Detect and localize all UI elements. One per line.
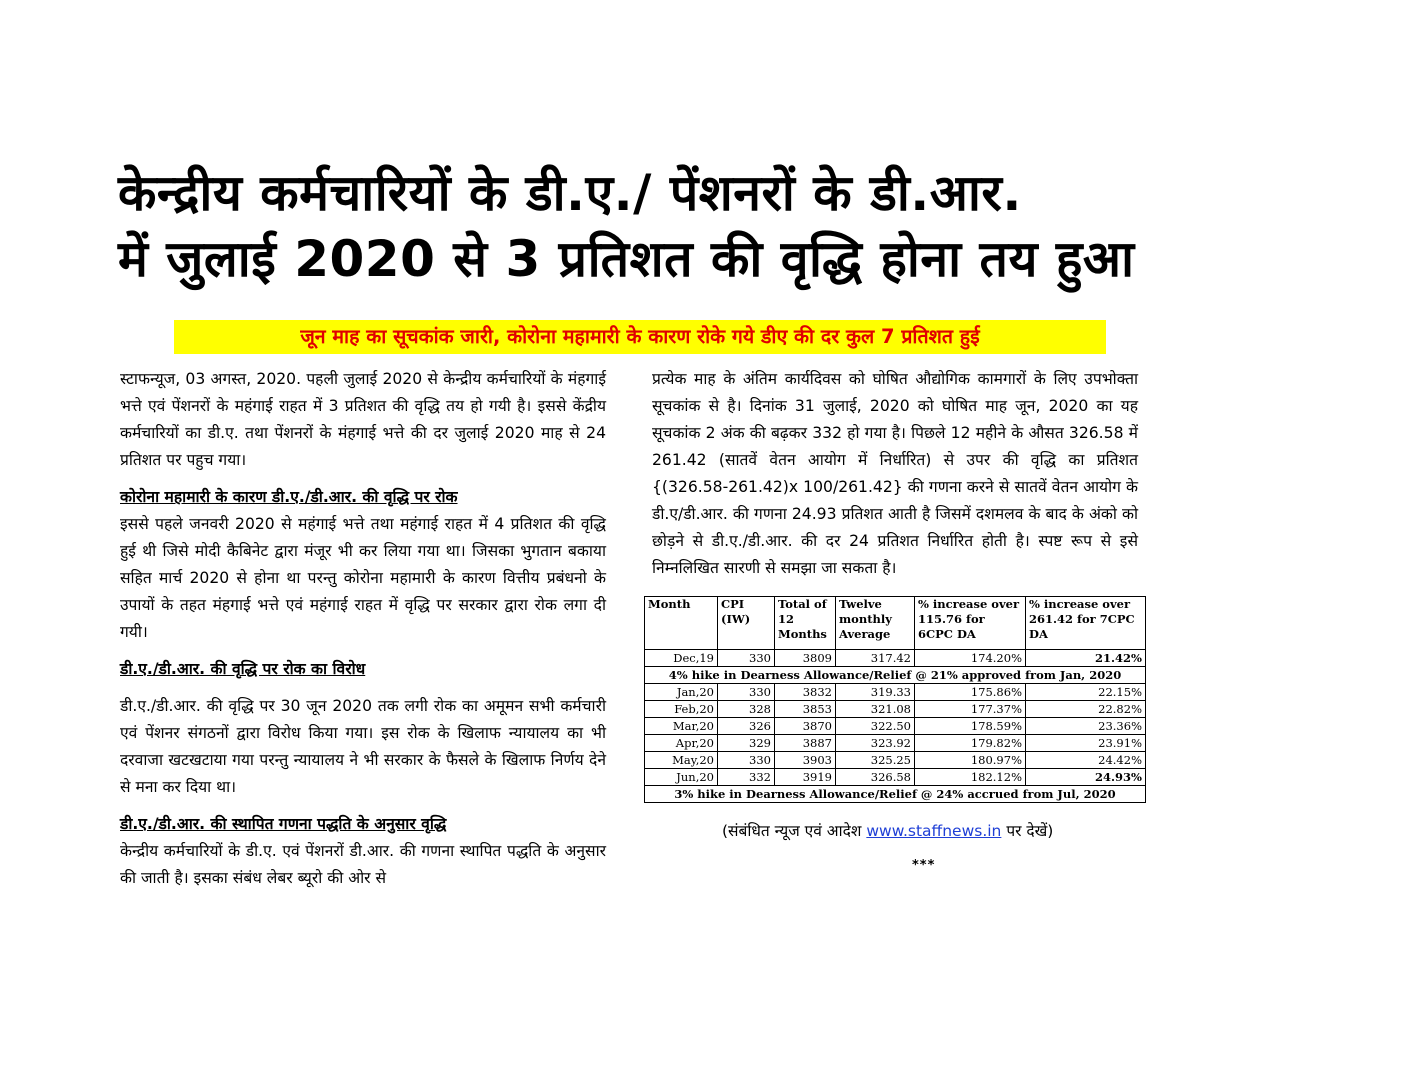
cell-total: 3809 — [775, 650, 836, 667]
cell-7cpc: 22.15% — [1026, 684, 1146, 701]
cell-cpi: 330 — [718, 752, 775, 769]
table-note-row — [645, 786, 1146, 803]
cell-6cpc: 182.12% — [915, 769, 1026, 786]
cell-total: 3887 — [775, 735, 836, 752]
cell-cpi: 326 — [718, 718, 775, 735]
table-row — [645, 650, 1146, 667]
cell-average: 319.33 — [836, 684, 915, 701]
table-header-row — [645, 597, 1146, 650]
cell-month: May,20 — [645, 752, 718, 769]
table-row — [645, 701, 1146, 718]
section-heading-2: डी.ए./डी.आर. की वृद्धि पर रोक का विरोध — [120, 660, 366, 678]
headline-line-1: केन्द्रीय कर्मचारियों के डी.ए./ पेंशनरों के डी.आर. — [118, 164, 1022, 222]
note-jul-2020: 3% hike in Dearness Allowance/Relief @ 24% accrued from Jul, 2020 — [645, 786, 1146, 803]
cell-average: 323.92 — [836, 735, 915, 752]
cell-cpi: 330 — [718, 650, 775, 667]
headline — [118, 160, 1178, 292]
da-calculation-table — [644, 596, 1146, 803]
cell-7cpc: 23.36% — [1026, 718, 1146, 735]
section-body-1: इससे पहले जनवरी 2020 से महंगाई भत्ते तथा महंगाई राहत में 4 प्रतिशत की वृद्धि हुई थी जिसे मोदी कैबिनेट द्वारा मंजूर भी कर लिया गया था। जिसका भुगतान बकाया सहित मार्च 2020 से होना था परन्तु कोरोना महामारी के कारण वित्तीय प्रबंधनो के उपायों के तहत मंहगाई भत्ते एवं महंगाई राहत में वृद्धि पर सरकार द्वारा रोक लगा दी गयी। — [120, 515, 606, 641]
section-body-2: डी.ए./डी.आर. की वृद्धि पर 30 जून 2020 तक लगी रोक का अमूमन सभी कर्मचारी एवं पेंशनर संगठनों द्वारा विरोध किया गया। इस रोक के खिलाफ न्यायालय का भी दरवाजा खटखटाया गया परन्तु न्यायालय ने भी सरकार के फैसले के खिलाफ निर्णय देने से मना कर दिया था। — [120, 697, 606, 796]
cell-total: 3919 — [775, 769, 836, 786]
reference-note — [722, 818, 1053, 844]
table-row — [645, 718, 1146, 735]
header-6cpc: % increase over 115.76 for 6CPC DA — [915, 597, 1026, 650]
cell-average: 321.08 — [836, 701, 915, 718]
cell-7cpc: 21.42% — [1026, 650, 1146, 667]
right-paragraph: प्रत्येक माह के अंतिम कार्यदिवस को घोषित औद्योगिक कामगारों के लिए उपभोक्ता सूचकांक से है। दिनांक 31 जुलाई, 2020 को घोषित माह जून, 2020 का यह सूचकांक 2 अंक की बढ़कर 332 हो गया है। पिछले 12 महीने के औसत 326.58 में 261.42 (सातवें वेतन आयोग में निर्धारित) से उपर की वृद्धि का प्रतिशत {(326.58-261.42)x 100/261.42} की गणना करने से सातवें वेतन आयोग के डी.ए/डी.आर. की गणना 24.93 प्रतिशत आती है जिसमें दशमलव के बाद के अंको को छोड़ने से डी.ए./डी.आर. की दर 24 प्रतिशत निर्धारित होती है। स्पष्ट रूप से इसे निम्नलिखित सारणी से समझा जा सकता है। — [652, 370, 1138, 577]
left-column — [120, 366, 606, 892]
cell-cpi: 328 — [718, 701, 775, 718]
cell-6cpc: 174.20% — [915, 650, 1026, 667]
note-jan-2020: 4% hike in Dearness Allowance/Relief @ 21% approved from Jan, 2020 — [645, 667, 1146, 684]
table-row — [645, 735, 1146, 752]
cell-6cpc: 180.97% — [915, 752, 1026, 769]
cell-7cpc: 22.82% — [1026, 701, 1146, 718]
cell-total: 3903 — [775, 752, 836, 769]
section-body-3: केन्द्रीय कर्मचारियों के डी.ए. एवं पेंशनरों डी.आर. की गणना स्थापित पद्धति के अनुसार की जाती है। इसका संबंध लेबर ब्यूरो की ओर से — [120, 842, 606, 887]
header-7cpc: % increase over 261.42 for 7CPC DA — [1026, 597, 1146, 650]
cell-average: 325.25 — [836, 752, 915, 769]
cell-7cpc: 23.91% — [1026, 735, 1146, 752]
table-row — [645, 752, 1146, 769]
section-heading-1: कोरोना महामारी के कारण डी.ए./डी.आर. की वृद्धि पर रोक — [120, 488, 458, 506]
cell-average: 326.58 — [836, 769, 915, 786]
right-column — [652, 366, 1138, 582]
cell-month: Apr,20 — [645, 735, 718, 752]
cell-month: Dec,19 — [645, 650, 718, 667]
cell-month: Feb,20 — [645, 701, 718, 718]
cell-total: 3853 — [775, 701, 836, 718]
cell-month: Jan,20 — [645, 684, 718, 701]
cell-cpi: 332 — [718, 769, 775, 786]
cell-month: Jun,20 — [645, 769, 718, 786]
headline-line-2: में जुलाई 2020 से 3 प्रतिशत की वृद्धि होना तय हुआ — [118, 230, 1135, 288]
cell-7cpc: 24.93% — [1026, 769, 1146, 786]
cell-6cpc: 178.59% — [915, 718, 1026, 735]
table-note-row — [645, 667, 1146, 684]
cell-cpi: 330 — [718, 684, 775, 701]
cell-7cpc: 24.42% — [1026, 752, 1146, 769]
staffnews-link[interactable]: www.staffnews.in — [866, 822, 1002, 840]
cell-total: 3832 — [775, 684, 836, 701]
end-mark: *** — [912, 858, 936, 873]
header-total: Total of 12 Months — [775, 597, 836, 650]
cell-average: 322.50 — [836, 718, 915, 735]
header-month: Month — [645, 597, 718, 650]
reference-note-suffix: पर देखें) — [1001, 822, 1054, 840]
cell-cpi: 329 — [718, 735, 775, 752]
cell-6cpc: 177.37% — [915, 701, 1026, 718]
cell-average: 317.42 — [836, 650, 915, 667]
reference-note-prefix: (संबंधित न्यूज एवं आदेश — [722, 822, 867, 840]
cell-total: 3870 — [775, 718, 836, 735]
header-cpi: CPI (IW) — [718, 597, 775, 650]
cell-6cpc: 179.82% — [915, 735, 1026, 752]
table-row — [645, 684, 1146, 701]
cell-6cpc: 175.86% — [915, 684, 1026, 701]
intro-paragraph: स्टाफन्यूज, 03 अगस्त, 2020. पहली जुलाई 2020 से केन्द्रीय कर्मचारियों के मंहगाई भत्ते एवं पेंशनरों के महंगाई राहत में 3 प्रतिशत की वृद्धि तय हो गयी है। इससे केंद्रीय कर्मचारियों का डी.ए. तथा पेंशनरों के मंहगाई भत्ते की दर जुलाई 2020 माह से 24 प्रतिशत पर पहुच गया। — [120, 370, 606, 469]
section-heading-3: डी.ए./डी.आर. की स्थापित गणना पद्धति के अनुसार वृद्धि — [120, 815, 447, 833]
cell-month: Mar,20 — [645, 718, 718, 735]
header-average: Twelve monthly Average — [836, 597, 915, 650]
subheadline: जून माह का सूचकांक जारी, कोरोना महामारी के कारण रोके गये डीए की दर कुल 7 प्रतिशत हुई — [174, 320, 1106, 354]
table-row — [645, 769, 1146, 786]
